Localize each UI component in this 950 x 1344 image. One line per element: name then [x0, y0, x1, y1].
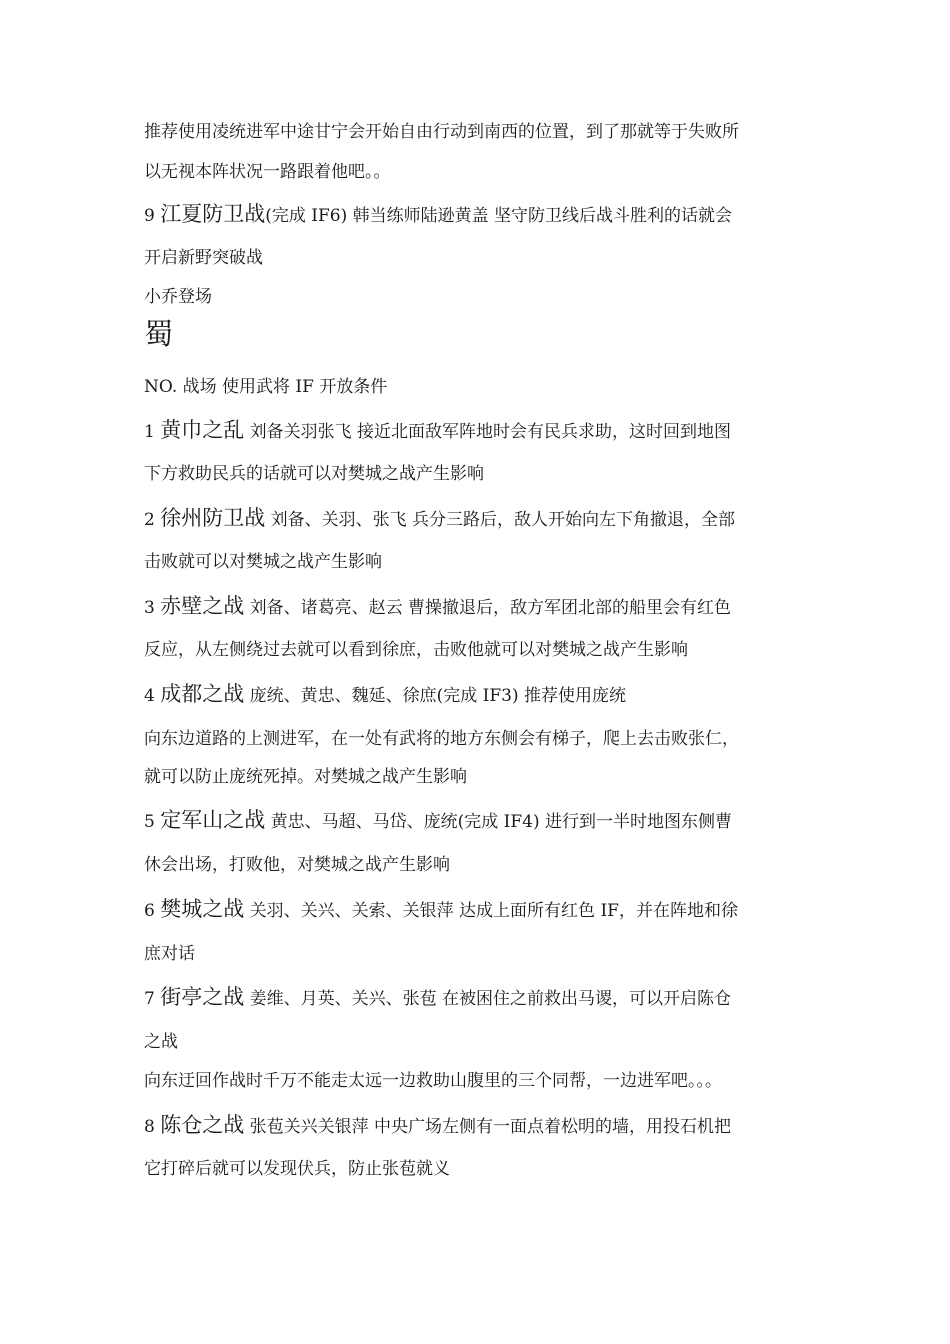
battle-name: 赤壁之战	[160, 594, 245, 618]
battle-name: 街亭之战	[160, 985, 245, 1009]
battle-name: 樊城之战	[160, 897, 245, 921]
paragraph-line: 推荐使用凌统进军中途甘宁会开始自由行动到南西的位置，到了那就等于失败所	[144, 122, 739, 142]
battle-item-7	[144, 985, 731, 1011]
paragraph-line: 向东迂回作战时千万不能走太远一边救助山腹里的三个同帮，一边进军吧。。。	[144, 1071, 722, 1091]
item-number: 4	[144, 686, 161, 706]
battle-item-3	[144, 594, 731, 620]
battle-details: 黄忠、马超、马岱、庞统(完成 IF4) 进行到一半时地图东侧曹	[265, 812, 733, 832]
battle-details: 庞统、黄忠、魏延、徐庶(完成 IF3) 推荐使用庞统	[244, 686, 627, 706]
paragraph-line: 之战	[144, 1032, 178, 1052]
battle-item-9	[144, 202, 732, 228]
item-number: 2	[144, 510, 161, 530]
battle-item-5	[144, 808, 732, 834]
battle-details: 刘备关羽张飞 接近北面敌军阵地时会有民兵求助，这时回到地图	[244, 422, 732, 442]
item-number: 7	[144, 989, 161, 1009]
item-number: 8	[144, 1117, 161, 1137]
paragraph-line: 反应，从左侧绕过去就可以看到徐庶，击败他就可以对樊城之战产生影响	[144, 640, 688, 660]
battle-details: (完成 IF6) 韩当练师陆逊黄盖 坚守防卫线后战斗胜利的话就会	[265, 206, 733, 226]
battle-details: 姜维、月英、关兴、张苞 在被困住之前救出马谡，可以开启陈仓	[244, 989, 732, 1009]
item-number: 1	[144, 422, 161, 442]
paragraph-line: 下方救助民兵的话就可以对樊城之战产生影响	[144, 464, 484, 484]
item-number: 3	[144, 598, 161, 618]
battle-name: 成都之战	[160, 682, 245, 706]
column-header-line: NO. 战场 使用武将 IF 开放条件	[144, 377, 388, 397]
paragraph-line: 就可以防止庞统死掉。对樊城之战产生影响	[144, 767, 467, 787]
paragraph-line: 击败就可以对樊城之战产生影响	[144, 552, 382, 572]
paragraph-line: 休会出场，打败他，对樊城之战产生影响	[144, 855, 450, 875]
item-number: 9	[144, 206, 161, 226]
section-heading: 蜀	[144, 317, 174, 351]
battle-details: 刘备、关羽、张飞 兵分三路后，敌人开始向左下角撤退，全部	[265, 510, 736, 530]
battle-item-1	[144, 418, 731, 444]
item-number: 5	[144, 812, 161, 832]
battle-item-2	[144, 506, 735, 532]
battle-details: 关羽、关兴、关索、关银萍 达成上面所有红色 IF，并在阵地和徐	[244, 901, 738, 921]
battle-name: 陈仓之战	[160, 1113, 245, 1137]
paragraph-line: 开启新野突破战	[144, 248, 263, 268]
battle-item-8	[144, 1113, 731, 1139]
battle-name: 黄巾之乱	[160, 418, 245, 442]
battle-name: 定军山之战	[160, 808, 266, 832]
paragraph-line: 庶对话	[144, 944, 195, 964]
item-number: 6	[144, 901, 161, 921]
battle-details: 张苞关兴关银萍 中央广场左侧有一面点着松明的墙，用投石机把	[244, 1117, 732, 1137]
battle-details: 刘备、诸葛亮、赵云 曹操撤退后，敌方军团北部的船里会有红色	[244, 598, 732, 618]
battle-item-6	[144, 897, 738, 923]
paragraph-line: 它打碎后就可以发现伏兵，防止张苞就义	[144, 1159, 450, 1179]
paragraph-line: 以无视本阵状况一路跟着他吧。。	[144, 162, 391, 182]
battle-item-4	[144, 682, 626, 708]
paragraph-line: 小乔登场	[144, 287, 212, 307]
battle-name: 徐州防卫战	[160, 506, 266, 530]
battle-name: 江夏防卫战	[160, 202, 266, 226]
paragraph-line: 向东边道路的上测进军，在一处有武将的地方东侧会有梯子，爬上去击败张仁，	[144, 729, 739, 749]
